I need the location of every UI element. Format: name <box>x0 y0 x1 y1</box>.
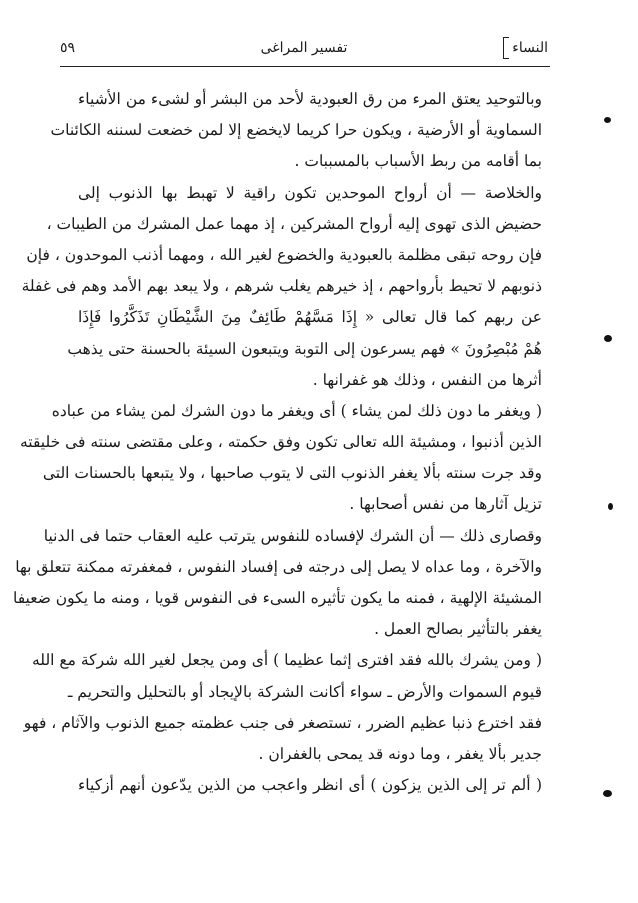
text-line: وقصارى ذلك — أن الشرك لإفساده للنفوس يترتب عليه العقاب حتما فى الدنيا <box>43 526 542 545</box>
text-line: قيوم السموات والأرض ـ سواء أكانت الشركة بالإيجاد أو بالتحليل والتحريم ـ <box>67 682 542 701</box>
text-line: تزيل آثارها من نفس أصحابها . <box>349 495 542 514</box>
scan-speck <box>604 117 611 123</box>
scan-speck <box>604 335 612 342</box>
page-number: ٥٩ <box>60 40 76 56</box>
paragraph <box>19 396 542 521</box>
text-line: الذين أذنبوا ، ومشيئة الله تعالى تكون وفق حكمته ، وعلى مقتضى سنته فى خليقته <box>19 433 542 452</box>
header-rule <box>60 66 550 67</box>
page-header <box>60 40 548 62</box>
paragraph <box>12 521 542 646</box>
text-line: فقد اخترع ذنبا عظيم الضرر ، تستصغر فى جنب عظمته جميع الذنوب والآثام ، فهو <box>23 713 542 732</box>
surah-name: النساء <box>512 40 548 56</box>
text-line: والخلاصة — أن أرواح الموحدين تكون راقية لا تهبط بها الذنوب إلى <box>78 183 542 202</box>
book-title: تفسير المراغى <box>260 40 348 56</box>
text-line: بما أقامه من ربط الأسباب بالمسببات . <box>294 152 542 171</box>
text-line: المشيئة الإلهية ، فمنه ما يكون تأثيره السىء فى النفوس قويا ، ومنه ما يكون ضعيفا <box>12 589 542 607</box>
text-line: ذنوبهم لا تحيط بأرواحهم ، إذ خيرهم يغلب شرهم ، ولا يبعد بهم الأمد وهم فى غفلة <box>21 277 542 296</box>
paragraph <box>23 645 542 770</box>
text-line: وقد جرت سنته بألا يغفر الذنوب التى لا يتوب صاحبها ، ولا يتبعها بالحسنات التى <box>42 464 542 483</box>
text-line: والآخرة ، وما عداه لا يصل إلى درجته فى إفساد النفوس ، فمغفرته ممكنة تتعلق بها <box>15 557 542 576</box>
scan-speck <box>603 790 612 797</box>
text-line: ( ومن يشرك بالله فقد افترى إثما عظيما ) أى ومن يجعل لغير الله شركة مع الله <box>32 651 542 670</box>
paragraph <box>78 770 542 801</box>
text-line: يغفر بالتأثير بصالح العمل . <box>374 620 542 639</box>
paragraph <box>50 84 542 178</box>
text-line: عن ربهم كما قال تعالى « إِذَا مَسَّهُمْ طَائِفٌ مِنَ الشَّيْطَانِ تَذَكَّرُوا فَإِذَا <box>78 308 542 327</box>
text-line: هُمْ مُبْصِرُونَ » فهم يسرعون إلى التوبة ويتبعون السيئة بالحسنة حتى يذهب <box>67 339 542 358</box>
text-line: وبالتوحيد يعتق المرء من رق العبودية لأحد من البشر أو لشىء من الأشياء <box>78 90 542 108</box>
text-line: أثرها من النفس ، وذلك هو غفرانها . <box>312 370 542 389</box>
text-line: ( ألم تر إلى الذين يزكون ) أى انظر واعجب من الذين يدّعون أنهم أزكياء <box>78 776 542 795</box>
paragraph <box>21 178 542 396</box>
text-line: فإن روحه تبقى مظلمة بالعبودية والخضوع لغير الله ، ومهما أذنب الموحدون ، فإن <box>26 245 542 264</box>
page-body <box>12 84 542 801</box>
text-line: ( ويغفر ما دون ذلك لمن يشاء ) أى ويغفر ما دون الشرك لمن يشاء من عباده <box>51 401 542 420</box>
text-line: حضيض الذى تهوى إليه أرواح المشركين ، إذ مهما عمل المشرك من الطيبات ، <box>46 214 542 233</box>
text-line: جدير بألا يغفر ، وما دونه قد يمحى بالغفران . <box>258 744 542 763</box>
scan-speck <box>608 503 613 510</box>
text-line: السماوية أو الأرضية ، ويكون حرا كريما لايخضع إلا لمن خضعت لسننه الكائنات <box>50 121 542 140</box>
